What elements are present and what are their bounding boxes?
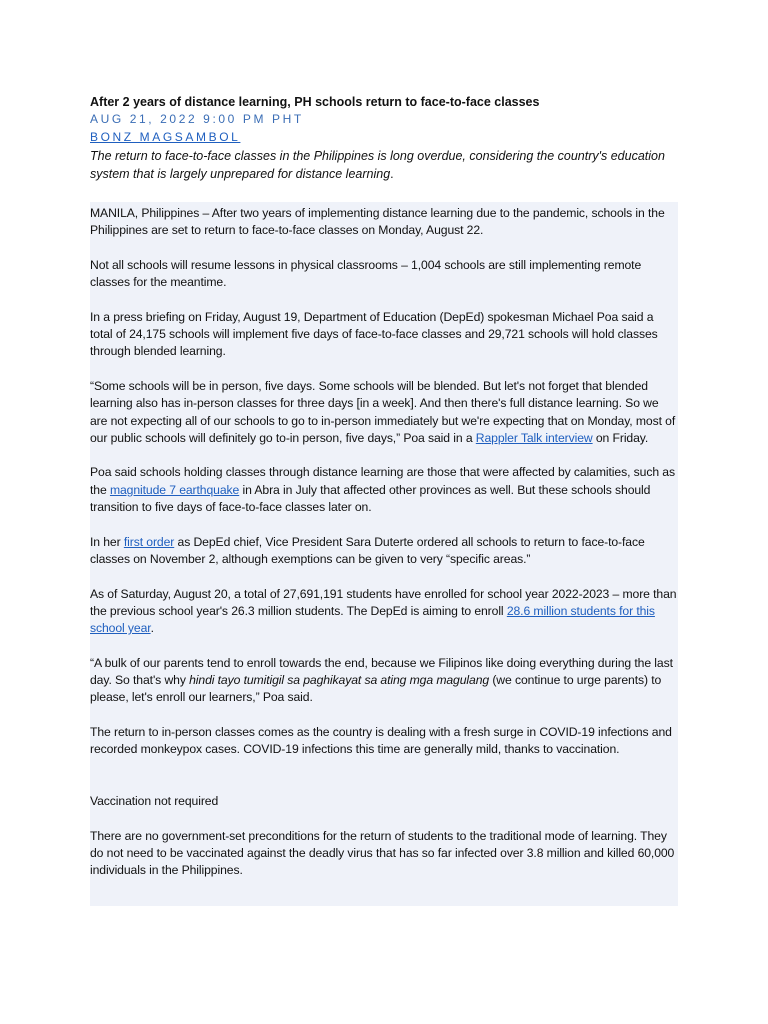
article-header bbox=[90, 93, 680, 183]
lede-text: The return to face-to-face classes in the Philippines is long overdue, considering the country's education system that is largely unprepared for distance learning bbox=[90, 149, 665, 181]
paragraph-6-start: In her bbox=[90, 534, 124, 549]
paragraph-7 bbox=[90, 586, 678, 638]
paragraph-6-end: as DepEd chief, Vice President Sara Duterte ordered all schools to return to face-to-face classes on November 2, although exemptions can be given to very “specific areas.” bbox=[90, 534, 645, 566]
article-title: After 2 years of distance learning, PH schools return to face-to-face classes bbox=[90, 95, 540, 109]
rappler-talk-link[interactable]: Rappler Talk interview bbox=[475, 430, 593, 445]
section-subheading: Vaccination not required bbox=[90, 794, 219, 809]
paragraph-8-italic: hindi tayo tumitigil sa paghikayat sa ating mga magulang bbox=[189, 673, 490, 688]
paragraph-8-end: (we continue to urge parents) to please, let's enroll our learners,” Poa said. bbox=[90, 673, 662, 705]
article-date: AUG 21, 2022 9:00 PM PHT bbox=[90, 112, 304, 126]
paragraph-1: MANILA, Philippines – After two years of implementing distance learning due to the pandemic, schools in the Philippines are set to return to face-to-face classes on Monday, August 22. bbox=[90, 206, 665, 238]
lede-end: . bbox=[390, 167, 394, 181]
paragraph-4-end: on Friday. bbox=[592, 430, 649, 445]
paragraph-8 bbox=[90, 655, 678, 707]
article-body bbox=[90, 205, 678, 897]
enrollment-target-link[interactable]: 28.6 million students for this school year bbox=[90, 603, 655, 636]
paragraph-7-start: As of Saturday, August 20, a total of 27,691,191 students have enrolled for school year 2022-2023 – more than the previous school year's 26.3 million students. The DepEd is aiming to enroll bbox=[90, 586, 677, 618]
paragraph-4-text: “Some schools will be in person, five days. Some schools will be blended. But let's not forget that blended learning also has in-person classes for three days [in a week]. And then there's full distance learning. So we are not expecting all of our schools to go to in-person immediately but we're expecting that on Monday, most of our public schools will definitely go to-in person, five days,” Poa said in a bbox=[90, 378, 676, 445]
article-lede bbox=[90, 147, 680, 183]
paragraph-7-end: . bbox=[150, 621, 154, 636]
paragraph-9: The return to in-person classes comes as the country is dealing with a fresh surge in COVID-19 infections and recorded monkeypox cases. COVID-19 infections this time are generally mild, thanks to vaccination. bbox=[90, 724, 672, 757]
paragraph-3: In a press briefing on Friday, August 19, Department of Education (DepEd) spokesman Michael Poa said a total of 24,175 schools will implement five days of face-to-face classes and 29,721 schools will hold classes through blended learning. bbox=[90, 309, 658, 359]
earthquake-link[interactable]: magnitude 7 earthquake bbox=[109, 482, 240, 497]
paragraph-10: There are no government-set preconditions for the return of students to the traditional mode of learning. They do not need to be vaccinated against the deadly virus that has so far infected over 3.8 million and killed 60,000 individuals in the Philippines. bbox=[90, 828, 675, 878]
paragraph-5 bbox=[90, 464, 678, 516]
paragraph-2: Not all schools will resume lessons in physical classrooms – 1,004 schools are still implementing remote classes for the meantime. bbox=[90, 257, 642, 290]
first-order-link[interactable]: first order bbox=[123, 534, 175, 549]
paragraph-5-end: in Abra in July that affected other provinces as well. But these schools should transition to five days of face-to-face classes later on. bbox=[90, 482, 651, 515]
paragraph-6 bbox=[90, 534, 678, 569]
paragraph-5-start: Poa said schools holding classes through distance learning are those that were affected by calamities, such as the bbox=[90, 465, 675, 497]
paragraph-4 bbox=[90, 378, 678, 447]
author-link[interactable]: BONZ MAGSAMBOL bbox=[90, 130, 241, 144]
paragraph-8-start: “A bulk of our parents tend to enroll towards the end, because we Filipinos like doing everything during the last day. So that's why bbox=[90, 655, 673, 688]
